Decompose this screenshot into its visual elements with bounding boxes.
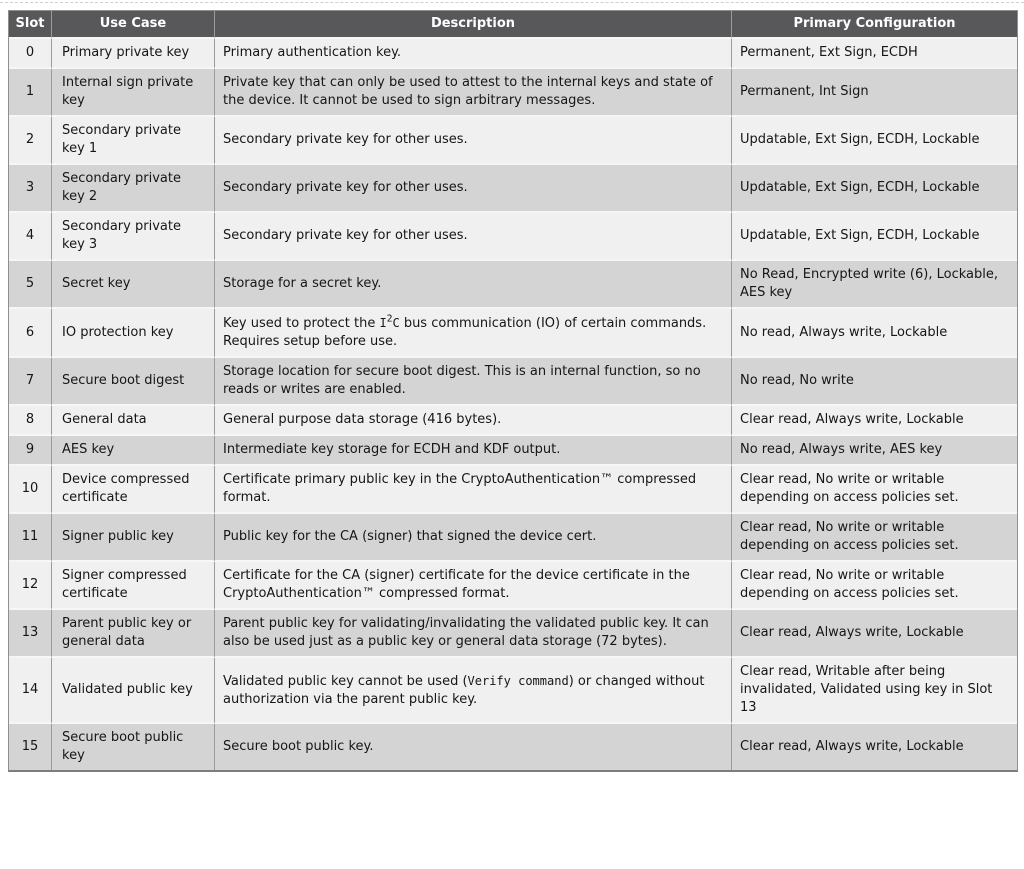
- description-cell: Secondary private key for other uses.: [215, 213, 732, 261]
- config-cell: Clear read, Writable after being invalidated, Validated using key in Slot 13: [732, 658, 1017, 724]
- use-case-cell: AES key: [52, 436, 215, 466]
- slot-cell: 9: [9, 436, 52, 466]
- table-row: [9, 724, 1017, 770]
- config-cell: Clear read, No write or writable depending on access policies set.: [732, 466, 1017, 514]
- mono-text: Verify command: [467, 673, 569, 688]
- table-row: [9, 514, 1017, 562]
- description-cell: Intermediate key storage for ECDH and KDF output.: [215, 436, 732, 466]
- use-case-cell: General data: [52, 406, 215, 436]
- table-header-row: [9, 11, 1017, 39]
- slot-cell: 4: [9, 213, 52, 261]
- use-case-cell: IO protection key: [52, 309, 215, 358]
- description-cell: Validated public key cannot be used (Verify command) or changed without authorization via the parent public key.: [215, 658, 732, 724]
- slot-configuration-table: [9, 11, 1017, 770]
- slot-cell: 3: [9, 165, 52, 213]
- description-cell: Secure boot public key.: [215, 724, 732, 770]
- slot-cell: 13: [9, 610, 52, 658]
- table-row: [9, 358, 1017, 406]
- description-cell: Private key that can only be used to attest to the internal keys and state of the device. It cannot be used to sign arbitrary messages.: [215, 69, 732, 117]
- table-row: [9, 436, 1017, 466]
- use-case-cell: Signer compressed certificate: [52, 562, 215, 610]
- use-case-cell: Validated public key: [52, 658, 215, 724]
- page-top-rule: [0, 2, 1024, 3]
- table-row: [9, 117, 1017, 165]
- slot-cell: 10: [9, 466, 52, 514]
- slot-cell: 1: [9, 69, 52, 117]
- use-case-cell: Parent public key or general data: [52, 610, 215, 658]
- config-cell: Clear read, Always write, Lockable: [732, 406, 1017, 436]
- table-row: [9, 406, 1017, 436]
- config-cell: No read, No write: [732, 358, 1017, 406]
- table-row: [9, 39, 1017, 69]
- table-row: [9, 261, 1017, 309]
- mono-text: I: [379, 316, 387, 330]
- use-case-cell: Primary private key: [52, 39, 215, 69]
- description-cell: Key used to protect the $I^2C$ bus communication (IO) of certain commands. Requires setup before use.: [215, 309, 732, 358]
- table-body: [9, 39, 1017, 770]
- column-header-primary-configuration: Primary Configuration: [732, 11, 1017, 39]
- use-case-cell: Secondary private key 1: [52, 117, 215, 165]
- use-case-cell: Secondary private key 2: [52, 165, 215, 213]
- table-row: [9, 165, 1017, 213]
- use-case-cell: Secure boot public key: [52, 724, 215, 770]
- config-cell: Permanent, Ext Sign, ECDH: [732, 39, 1017, 69]
- config-cell: No Read, Encrypted write (6), Lockable, AES key: [732, 261, 1017, 309]
- description-cell: Secondary private key for other uses.: [215, 117, 732, 165]
- use-case-cell: Internal sign private key: [52, 69, 215, 117]
- slot-cell: 5: [9, 261, 52, 309]
- use-case-cell: Device compressed certificate: [52, 466, 215, 514]
- table-row: [9, 69, 1017, 117]
- use-case-cell: Secret key: [52, 261, 215, 309]
- config-cell: Clear read, No write or writable depending on access policies set.: [732, 514, 1017, 562]
- description-cell: Parent public key for validating/invalidating the validated public key. It can also be used just as a public key or general data storage (72 bytes).: [215, 610, 732, 658]
- use-case-cell: Secondary private key 3: [52, 213, 215, 261]
- use-case-cell: Secure boot digest: [52, 358, 215, 406]
- description-cell: Primary authentication key.: [215, 39, 732, 69]
- table-row: [9, 610, 1017, 658]
- description-cell: Certificate primary public key in the CryptoAuthentication™ compressed format.: [215, 466, 732, 514]
- description-cell: Secondary private key for other uses.: [215, 165, 732, 213]
- slot-cell: 6: [9, 309, 52, 358]
- slot-cell: 14: [9, 658, 52, 724]
- table-row: [9, 562, 1017, 610]
- slot-cell: 15: [9, 724, 52, 770]
- mono-text: C: [392, 316, 400, 330]
- config-cell: No read, Always write, AES key: [732, 436, 1017, 466]
- column-header-slot: Slot: [9, 11, 52, 39]
- slot-cell: 0: [9, 39, 52, 69]
- description-cell: Storage for a secret key.: [215, 261, 732, 309]
- superscript-text: 2: [386, 313, 393, 325]
- description-cell: Storage location for secure boot digest. This is an internal function, so no reads or writes are enabled.: [215, 358, 732, 406]
- slot-cell: 2: [9, 117, 52, 165]
- table-row: [9, 309, 1017, 358]
- slot-configuration-table-wrapper: [8, 10, 1018, 772]
- table-row: [9, 466, 1017, 514]
- table-row: [9, 658, 1017, 724]
- config-cell: Permanent, Int Sign: [732, 69, 1017, 117]
- config-cell: Clear read, Always write, Lockable: [732, 610, 1017, 658]
- use-case-cell: Signer public key: [52, 514, 215, 562]
- slot-cell: 7: [9, 358, 52, 406]
- description-cell: General purpose data storage (416 bytes).: [215, 406, 732, 436]
- config-cell: Updatable, Ext Sign, ECDH, Lockable: [732, 117, 1017, 165]
- description-cell: Public key for the CA (signer) that signed the device cert.: [215, 514, 732, 562]
- column-header-description: Description: [215, 11, 732, 39]
- slot-cell: 11: [9, 514, 52, 562]
- config-cell: Clear read, Always write, Lockable: [732, 724, 1017, 770]
- slot-cell: 12: [9, 562, 52, 610]
- description-cell: Certificate for the CA (signer) certificate for the device certificate in the CryptoAuthentication™ compressed format.: [215, 562, 732, 610]
- column-header-use-case: Use Case: [52, 11, 215, 39]
- config-cell: Updatable, Ext Sign, ECDH, Lockable: [732, 165, 1017, 213]
- config-cell: No read, Always write, Lockable: [732, 309, 1017, 358]
- slot-cell: 8: [9, 406, 52, 436]
- config-cell: Clear read, No write or writable depending on access policies set.: [732, 562, 1017, 610]
- config-cell: Updatable, Ext Sign, ECDH, Lockable: [732, 213, 1017, 261]
- table-row: [9, 213, 1017, 261]
